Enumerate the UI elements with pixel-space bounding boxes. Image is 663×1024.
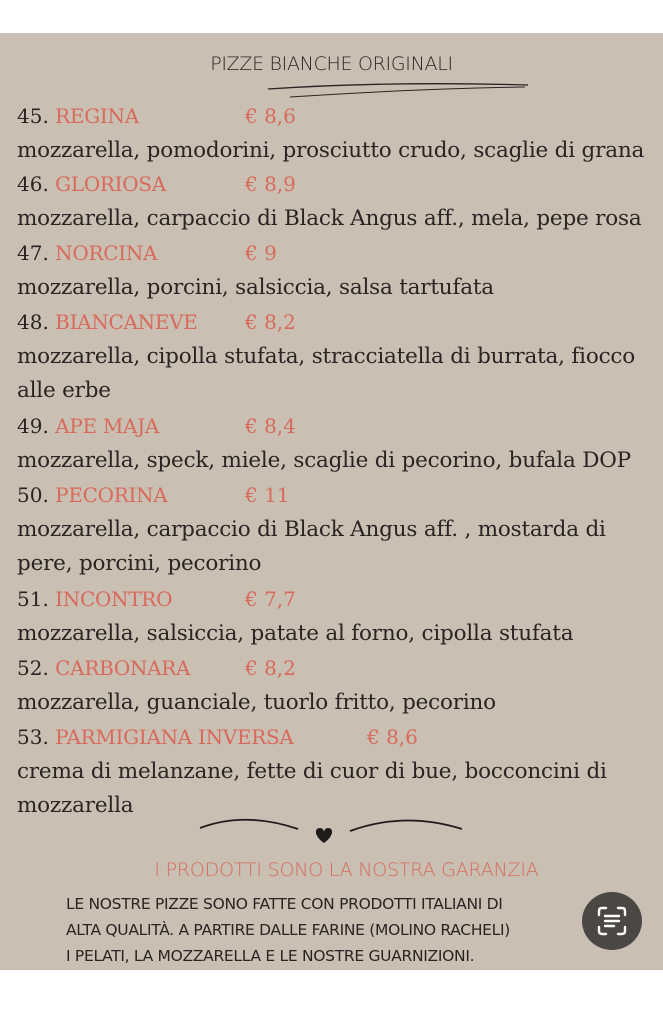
item-price: € 8,6 (245, 104, 296, 128)
section-title: PIZZE BIANCHE ORIGINALI (210, 53, 453, 75)
menu-item-header (17, 169, 296, 199)
item-price: € 8,9 (245, 172, 296, 196)
menu-item-header (17, 480, 290, 510)
menu-image (0, 33, 663, 970)
item-description: mozzarella, carpaccio di Black Angus aff. , mostarda di pere, porcini, pecorino (17, 517, 606, 576)
item-price: € 9 (245, 241, 277, 265)
item-number: 50. (17, 483, 49, 507)
guarantee-text (66, 891, 626, 969)
guarantee-line: ALTA QUALITÀ. A PARTIRE DALLE FARINE (MOLINO RACHELI) (66, 921, 511, 939)
item-number: 53. (17, 725, 49, 749)
guarantee-line: I PELATI, LA MOZZARELLA E LE NOSTRE GUARNIZIONI. (66, 947, 475, 965)
item-number: 49. (17, 414, 49, 438)
item-price: € 8,2 (245, 310, 296, 334)
item-number: 45. (17, 104, 49, 128)
item-name: APE MAJA (55, 414, 160, 438)
item-number: 48. (17, 310, 49, 334)
title-underline (260, 77, 535, 99)
menu-item-header (17, 411, 296, 441)
menu-item-header (17, 238, 277, 268)
item-name: PECORINA (55, 483, 168, 507)
guarantee-title: I PRODOTTI SONO LA NOSTRA GARANZIA (154, 859, 539, 881)
menu-item-header (17, 101, 296, 131)
item-description: mozzarella, carpaccio di Black Angus aff., mela, pepe rosa (17, 206, 642, 231)
item-name: GLORIOSA (55, 172, 166, 196)
item-number: 51. (17, 587, 49, 611)
guarantee-line: LE NOSTRE PIZZE SONO FATTE CON PRODOTTI ITALIANI DI (66, 895, 503, 913)
item-price: € 7,7 (245, 587, 296, 611)
heart-icon (316, 828, 332, 843)
item-description: mozzarella, cipolla stufata, stracciatella di burrata, fiocco alle erbe (17, 344, 635, 403)
scan-text-icon (596, 905, 628, 937)
item-description: mozzarella, pomodorini, prosciutto crudo, scaglie di grana (17, 138, 645, 163)
item-number: 47. (17, 241, 49, 265)
item-name: CARBONARA (55, 656, 191, 680)
item-description: mozzarella, salsiccia, patate al forno, cipolla stufata (17, 621, 574, 646)
bottom-margin (0, 970, 663, 1024)
item-price: € 8,2 (245, 656, 296, 680)
item-name: BIANCANEVE (55, 310, 198, 334)
menu-item-header (17, 653, 296, 683)
item-name: PARMIGIANA INVERSA (55, 725, 294, 749)
menu-item-header (17, 584, 296, 614)
decorative-divider (190, 813, 475, 851)
menu-item-header (17, 722, 418, 752)
item-description: crema di melanzane, fette di cuor di bue, bocconcini di mozzarella (17, 759, 607, 818)
item-name: NORCINA (55, 241, 158, 265)
item-number: 52. (17, 656, 49, 680)
item-price: € 8,6 (367, 725, 418, 749)
top-margin (0, 0, 663, 33)
item-name: INCONTRO (55, 587, 173, 611)
item-price: € 11 (245, 483, 290, 507)
item-description: mozzarella, guanciale, tuorlo fritto, pecorino (17, 690, 496, 715)
item-description: mozzarella, speck, miele, scaglie di pecorino, bufala DOP (17, 448, 631, 473)
item-price: € 8,4 (245, 414, 296, 438)
item-description: mozzarella, porcini, salsiccia, salsa tartufata (17, 275, 494, 300)
item-name: REGINA (55, 104, 139, 128)
scan-text-button[interactable] (582, 892, 642, 950)
menu-item-header (17, 307, 296, 337)
item-number: 46. (17, 172, 49, 196)
